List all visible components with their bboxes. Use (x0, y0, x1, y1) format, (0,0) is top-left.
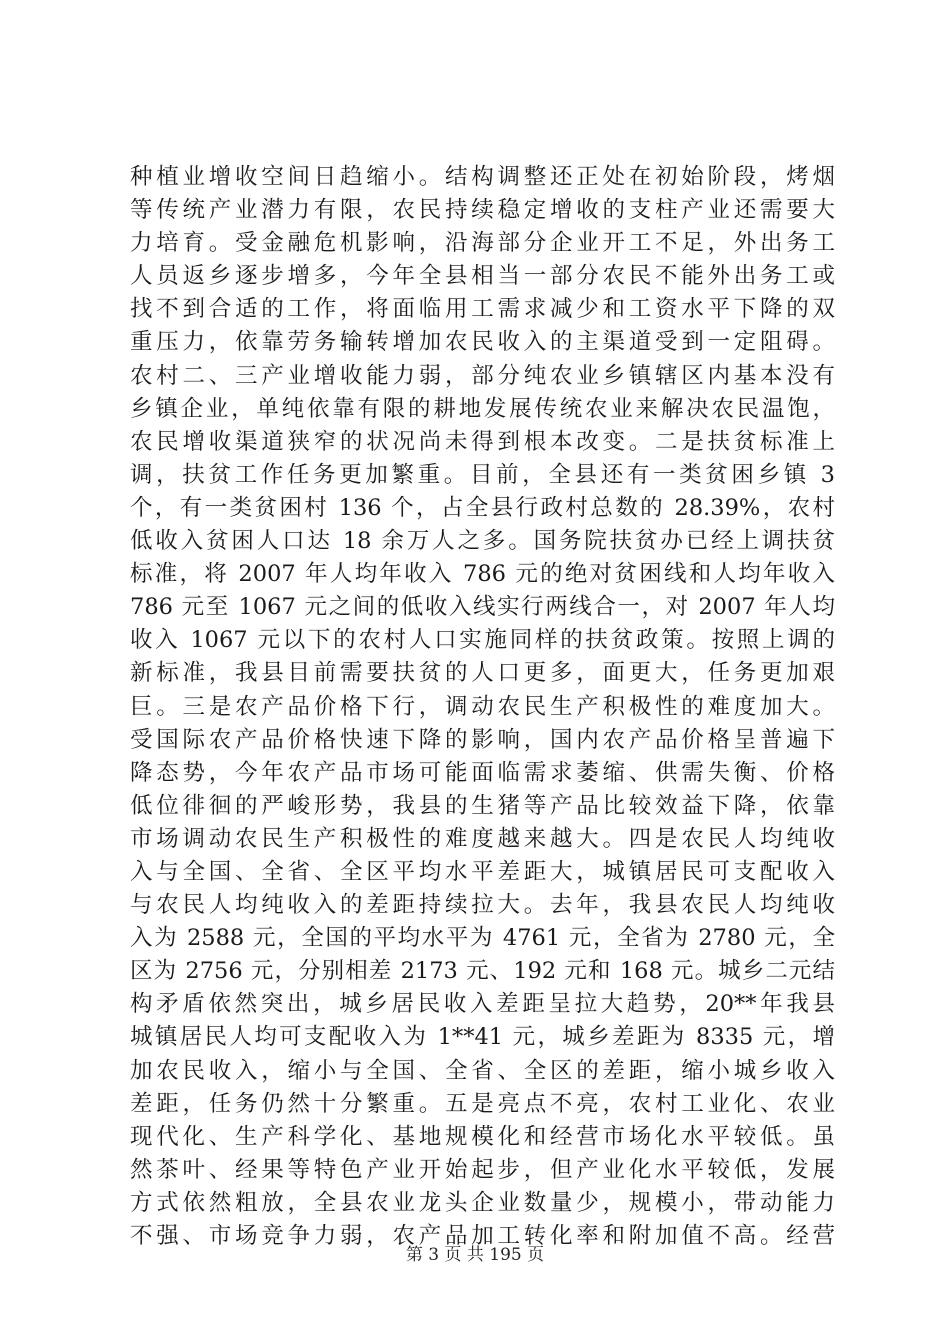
text-line: 个，有一类贫困村 136 个，占全县行政村总数的 28.39%，农村 (130, 494, 835, 521)
text-line: 标准，将 2007 年人均年收入 786 元的绝对贫困线和人均年收入 (130, 561, 835, 588)
text-line: 加农民收入，缩小与全国、全省、全区的差距，缩小城乡收入 (130, 1057, 835, 1084)
text-line: 低收入贫困人口达 18 余万人之多。国务院扶贫办已经上调扶贫 (130, 528, 835, 555)
text-line: 入为 2588 元，全国的平均水平为 4761 元，全省为 2780 元，全 (130, 925, 835, 952)
text-line: 市场调动农民生产积极性的难度越来越大。四是农民人均纯收 (130, 825, 835, 852)
text-line: 差距，任务仍然十分繁重。五是亮点不亮，农村工业化、农业 (130, 1090, 835, 1117)
text-line: 找不到合适的工作，将面临用工需求减少和工资水平下降的双 (130, 296, 835, 323)
text-line: 巨。三是农产品价格下行，调动农民生产积极性的难度加大。 (130, 693, 835, 720)
text-line: 786 元至 1067 元之间的低收入线实行两线合一，对 2007 年人均 (130, 594, 835, 621)
text-line: 现代化、生产科学化、基地规模化和经营市场化水平较低。虽 (130, 1123, 835, 1150)
text-line: 乡镇企业，单纯依靠有限的耕地发展传统农业来解决农民温饱， (130, 395, 835, 422)
text-line: 等传统产业潜力有限，农民持续稳定增收的支柱产业还需要大 (130, 197, 835, 224)
text-line: 人员返乡逐步增多，今年全县相当一部分农民不能外出务工或 (130, 263, 835, 290)
text-line: 农村二、三产业增收能力弱，部分纯农业乡镇辖区内基本没有 (130, 362, 835, 389)
text-line: 区为 2756 元，分别相差 2173 元、192 元和 168 元。城乡二元结 (130, 958, 835, 985)
text-line: 城镇居民人均可支配收入为 1**41 元，城乡差距为 8335 元，增 (130, 1024, 835, 1051)
page-footer (0, 1240, 950, 1265)
text-line: 低位徘徊的严峻形势，我县的生猪等产品比较效益下降，依靠 (130, 792, 835, 819)
text-line: 种植业增收空间日趋缩小。结构调整还正处在初始阶段，烤烟 (130, 164, 835, 190)
text-line: 降态势，今年农产品市场可能面临需求萎缩、供需失衡、价格 (130, 759, 835, 786)
body-text (130, 161, 835, 1253)
page-number-label: 第 3 页 共 195 页 (405, 1245, 545, 1265)
text-line: 受国际农产品价格快速下降的影响，国内农产品价格呈普遍下 (130, 726, 835, 753)
text-line: 收入 1067 元以下的农村人口实施同样的扶贫政策。按照上调的 (130, 627, 835, 654)
text-line: 力培育。受金融危机影响，沿海部分企业开工不足，外出务工 (130, 230, 835, 257)
text-line: 入与全国、全省、全区平均水平差距大，城镇居民可支配收入 (130, 858, 835, 885)
text-line: 然茶叶、经果等特色产业开始起步，但产业化水平较低，发展 (130, 1156, 835, 1183)
text-line: 新标准，我县目前需要扶贫的人口更多，面更大，任务更加艰 (130, 660, 835, 687)
text-line: 方式依然粗放，全县农业龙头企业数量少，规模小，带动能力 (130, 1189, 835, 1216)
text-line: 调，扶贫工作任务更加繁重。目前，全县还有一类贫困乡镇 3 (130, 461, 835, 488)
text-line: 不强、市场竞争力弱，农产品加工转化率和附加值不高。经营 (130, 1223, 835, 1249)
text-line: 构矛盾依然突出，城乡居民收入差距呈拉大趋势，20**年我县 (130, 991, 835, 1018)
text-line: 农民增收渠道狭窄的状况尚未得到根本改变。二是扶贫标准上 (130, 428, 835, 455)
text-line: 重压力，依靠劳务输转增加农民收入的主渠道受到一定阻碍。 (130, 329, 835, 356)
text-line: 与农民人均纯收入的差距持续拉大。去年，我县农民人均纯收 (130, 892, 835, 919)
